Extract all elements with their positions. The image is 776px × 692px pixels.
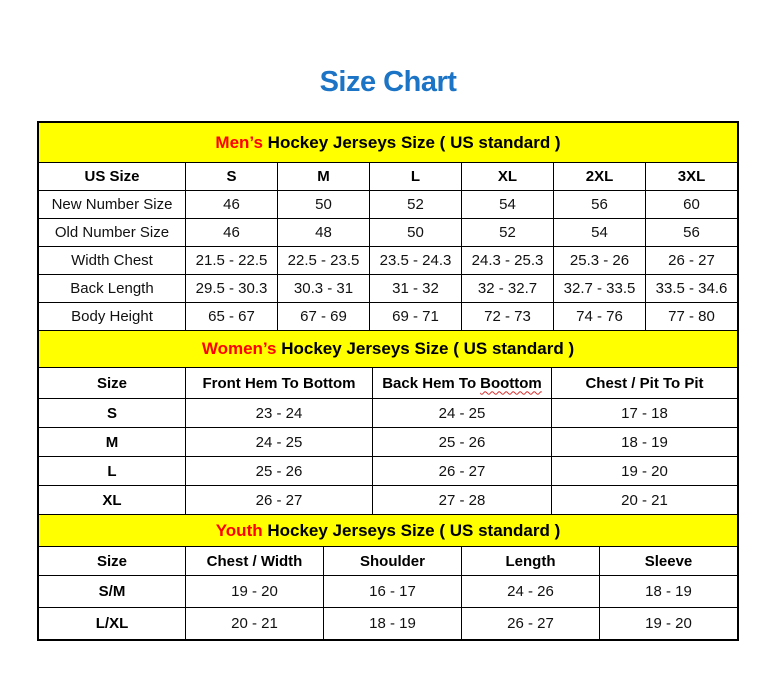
header-cell: Shoulder <box>323 547 461 575</box>
row-label: L <box>107 462 117 480</box>
table-row <box>39 456 737 485</box>
cell-value: 26 - 27 <box>185 486 372 514</box>
cell-value: 25 - 26 <box>372 428 551 456</box>
header-cell: Size <box>96 374 127 392</box>
cell-value: 69 - 71 <box>369 303 461 330</box>
misspelled-word: Boottom <box>480 374 542 392</box>
header-cell: Length <box>461 547 599 575</box>
cell-value: 25 - 26 <box>185 457 372 485</box>
header-cell: L <box>369 163 461 190</box>
cell-value: 23.5 - 24.3 <box>369 247 461 274</box>
table-row <box>39 302 737 330</box>
table-row <box>39 427 737 456</box>
table-row <box>39 190 737 218</box>
cell-value: 32.7 - 33.5 <box>553 275 645 302</box>
cell-value: 27 - 28 <box>372 486 551 514</box>
row-label: Body Height <box>71 308 153 325</box>
cell-value: 50 <box>369 219 461 246</box>
header-cell: US Size <box>84 168 140 185</box>
row-label: S <box>106 404 117 422</box>
cell-value: 22.5 - 23.5 <box>277 247 369 274</box>
header-cell: Sleeve <box>599 547 737 575</box>
cell-value: 20 - 21 <box>551 486 737 514</box>
cell-value: 31 - 32 <box>369 275 461 302</box>
header-cell: M <box>277 163 369 190</box>
womens-highlight: Women’s <box>201 339 277 358</box>
womens-section-header <box>39 330 737 367</box>
cell-value: 21.5 - 22.5 <box>185 247 277 274</box>
table-row <box>39 398 737 427</box>
cell-value: 77 - 80 <box>645 303 737 330</box>
cell-value: 65 - 67 <box>185 303 277 330</box>
cell-value: 60 <box>645 191 737 218</box>
row-label: Back Length <box>70 280 154 297</box>
cell-value: 26 - 27 <box>372 457 551 485</box>
cell-value: 17 - 18 <box>551 399 737 427</box>
table-row <box>39 246 737 274</box>
cell-value: 46 <box>185 219 277 246</box>
cell-value: 48 <box>277 219 369 246</box>
mens-section-header <box>39 123 737 162</box>
row-label: Width Chest <box>71 252 153 269</box>
row-label: L/XL <box>95 615 129 632</box>
table-row <box>39 218 737 246</box>
cell-value: 67 - 69 <box>277 303 369 330</box>
header-cell: Chest / Pit To Pit <box>551 368 737 398</box>
cell-value: 25.3 - 26 <box>553 247 645 274</box>
cell-value: 24 - 26 <box>461 576 599 607</box>
cell-value: 72 - 73 <box>461 303 553 330</box>
table-row <box>39 485 737 514</box>
header-cell: 2XL <box>553 163 645 190</box>
cell-value: 26 - 27 <box>461 608 599 639</box>
cell-value: 54 <box>461 191 553 218</box>
cell-value: 30.3 - 31 <box>277 275 369 302</box>
cell-value: 33.5 - 34.6 <box>645 275 737 302</box>
row-label: XL <box>102 491 122 509</box>
cell-value: 29.5 - 30.3 <box>185 275 277 302</box>
cell-value: 46 <box>185 191 277 218</box>
cell-value: 19 - 20 <box>599 608 737 639</box>
row-label: S/M <box>98 583 126 600</box>
header-cell: Chest / Width <box>185 547 323 575</box>
table-row <box>39 607 737 639</box>
mens-header-row <box>39 162 737 190</box>
row-label: M <box>105 433 119 451</box>
womens-header-row <box>39 367 737 398</box>
cell-value: 52 <box>461 219 553 246</box>
cell-value: 18 - 19 <box>551 428 737 456</box>
cell-value: 16 - 17 <box>323 576 461 607</box>
youth-header-text: Hockey Jerseys Size ( US standard ) <box>262 520 561 540</box>
header-cell: Size <box>96 552 127 570</box>
cell-value: 54 <box>553 219 645 246</box>
page-title: Size Chart <box>319 66 457 98</box>
cell-value: 24 - 25 <box>372 399 551 427</box>
cell-value: 18 - 19 <box>323 608 461 639</box>
header-cell: S <box>185 163 277 190</box>
cell-value: 50 <box>277 191 369 218</box>
cell-value: 23 - 24 <box>185 399 372 427</box>
cell-value: 56 <box>553 191 645 218</box>
header-cell: Front Hem To Bottom <box>185 368 372 398</box>
cell-value: 24 - 25 <box>185 428 372 456</box>
table-row <box>39 274 737 302</box>
youth-header-row <box>39 546 737 575</box>
cell-value: 32 - 32.7 <box>461 275 553 302</box>
header-cell: XL <box>461 163 553 190</box>
mens-highlight: Men’s <box>215 132 263 152</box>
cell-value: 18 - 19 <box>599 576 737 607</box>
row-label: Old Number Size <box>54 224 170 241</box>
youth-highlight: Youth <box>215 520 263 540</box>
cell-value: 24.3 - 25.3 <box>461 247 553 274</box>
cell-value: 52 <box>369 191 461 218</box>
cell-value: 19 - 20 <box>185 576 323 607</box>
header-cell: 3XL <box>645 163 737 190</box>
size-chart-table <box>37 121 739 641</box>
cell-value: 19 - 20 <box>551 457 737 485</box>
youth-section-header <box>39 514 737 546</box>
mens-header-text: Hockey Jerseys Size ( US standard ) <box>262 132 561 152</box>
table-row <box>39 575 737 607</box>
row-label: New Number Size <box>51 196 173 213</box>
cell-value: 74 - 76 <box>553 303 645 330</box>
header-cell-misspelled: Back Hem To Boottom <box>372 368 551 398</box>
cell-value: 20 - 21 <box>185 608 323 639</box>
cell-value: 26 - 27 <box>645 247 737 274</box>
womens-header-text: Hockey Jerseys Size ( US standard ) <box>276 339 575 358</box>
cell-value: 56 <box>645 219 737 246</box>
